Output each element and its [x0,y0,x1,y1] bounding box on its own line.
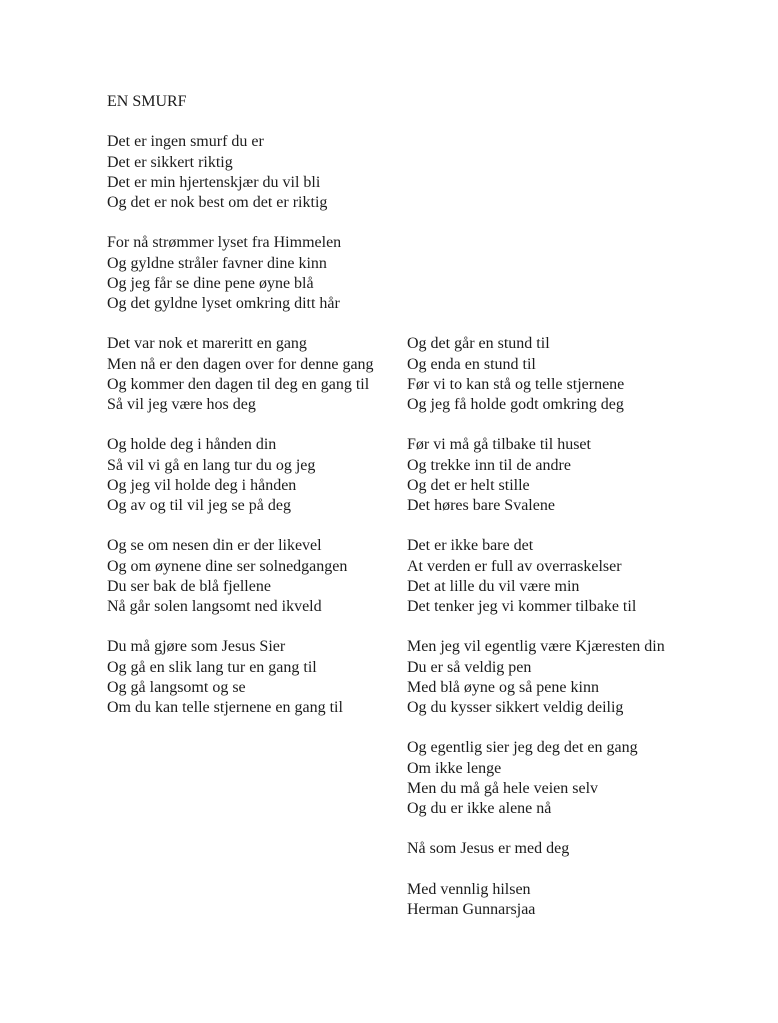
poem-line: Og enda en stund til [407,355,536,373]
poem-line: Og se om nesen din er der likevel [107,537,322,555]
poem-line: Nå går solen langsomt ned ikveld [107,598,322,615]
poem-line: Det høres bare Svalene [407,497,555,514]
poem-line: Og gå en slik lang tur en gang til [107,658,317,676]
signature-line: Med vennlig hilsen [407,880,531,898]
poem-line: Og det gyldne lyset omkring ditt hår [107,295,340,312]
poem-line: Og jeg vil holde deg i hånden [107,476,297,494]
poem-line: For nå strømmer lyset fra Himmelen [107,234,342,252]
poem-line: Og om øynene dine ser solnedgangen [107,557,348,575]
poem-line: Så vil jeg være hos deg [107,396,256,413]
poem-line: Og kommer den dagen til deg en gang til [107,375,370,393]
poem-stanza [107,233,738,314]
poem-stanza [107,536,407,617]
poem-line: Det tenker jeg vi kommer tilbake til [407,598,637,615]
poem-stanza [107,132,738,213]
poem-line: Og du kysser sikkert veldig deilig [407,699,624,716]
poem-stanza [407,637,738,718]
poem-line: Og det er helt stille [407,476,530,494]
poem-stanza [107,637,407,718]
poem-line: Men jeg vil egentlig være Kjæresten din [407,638,665,656]
poem-line: Og trekke inn til de andre [407,456,571,474]
poem-line: Og gyldne stråler favner dine kinn [107,254,327,272]
poem-line: Og egentlig sier jeg deg det en gang [407,739,638,757]
poem-stanza [407,334,738,415]
poem-line: Og av og til vil jeg se på deg [107,497,291,514]
poem-line: Og gå langsomt og se [107,678,246,696]
poem-line: Før vi to kan stå og telle stjernene [407,375,625,393]
poem-line: Du ser bak de blå fjellene [107,577,271,595]
poem-line: Før vi må gå tilbake til huset [407,436,591,454]
two-column-section [107,334,738,920]
poem-line: Og du er ikke alene nå [407,800,552,817]
poem-line: Det var nok et mareritt en gang [107,335,307,353]
poem-stanza [107,334,407,415]
poem-line: Nå som Jesus er med deg [407,840,570,858]
poem-line: Det er ingen smurf du er [107,133,264,151]
poem-line: Det er sikkert riktig [107,153,233,171]
poem-line: Du må gjøre som Jesus Sier [107,638,286,656]
poem-line: Om du kan telle stjernene en gang til [107,699,343,716]
poem-line: Men du må gå hele veien selv [407,779,599,797]
poem-stanza [407,435,738,516]
poem-line: Du er så veldig pen [407,658,532,676]
poem-line: At verden er full av overraskelser [407,557,622,575]
poem-line: Og holde deg i hånden din [107,436,277,454]
left-column [107,334,407,738]
poem-line: Og jeg få holde godt omkring deg [407,396,624,413]
poem-line: Og det går en stund til [407,335,550,353]
poem-stanza [107,435,407,516]
signature-line: Herman Gunnarsjaa [407,900,536,918]
poem-line: Det er ikke bare det [407,537,534,555]
poem-line: Det er min hjertenskjær du vil bli [107,173,321,191]
poem-line: Det at lille du vil være min [407,577,580,595]
signature-block [407,880,738,920]
poem-title: EN SMURF [107,93,187,110]
poem-line: Om ikke lenge [407,759,502,777]
poem-line: Og jeg får se dine pene øyne blå [107,274,314,292]
right-column [407,334,738,920]
poem-line: Men nå er den dagen over for denne gang [107,355,374,373]
poem-stanza [407,839,738,859]
poem-line: Med blå øyne og så pene kinn [407,678,599,696]
poem-stanza [407,536,738,617]
poem-stanza [407,738,738,819]
poem-line: Og det er nok best om det er riktig [107,194,328,211]
poem-line: Så vil vi gå en lang tur du og jeg [107,456,316,474]
